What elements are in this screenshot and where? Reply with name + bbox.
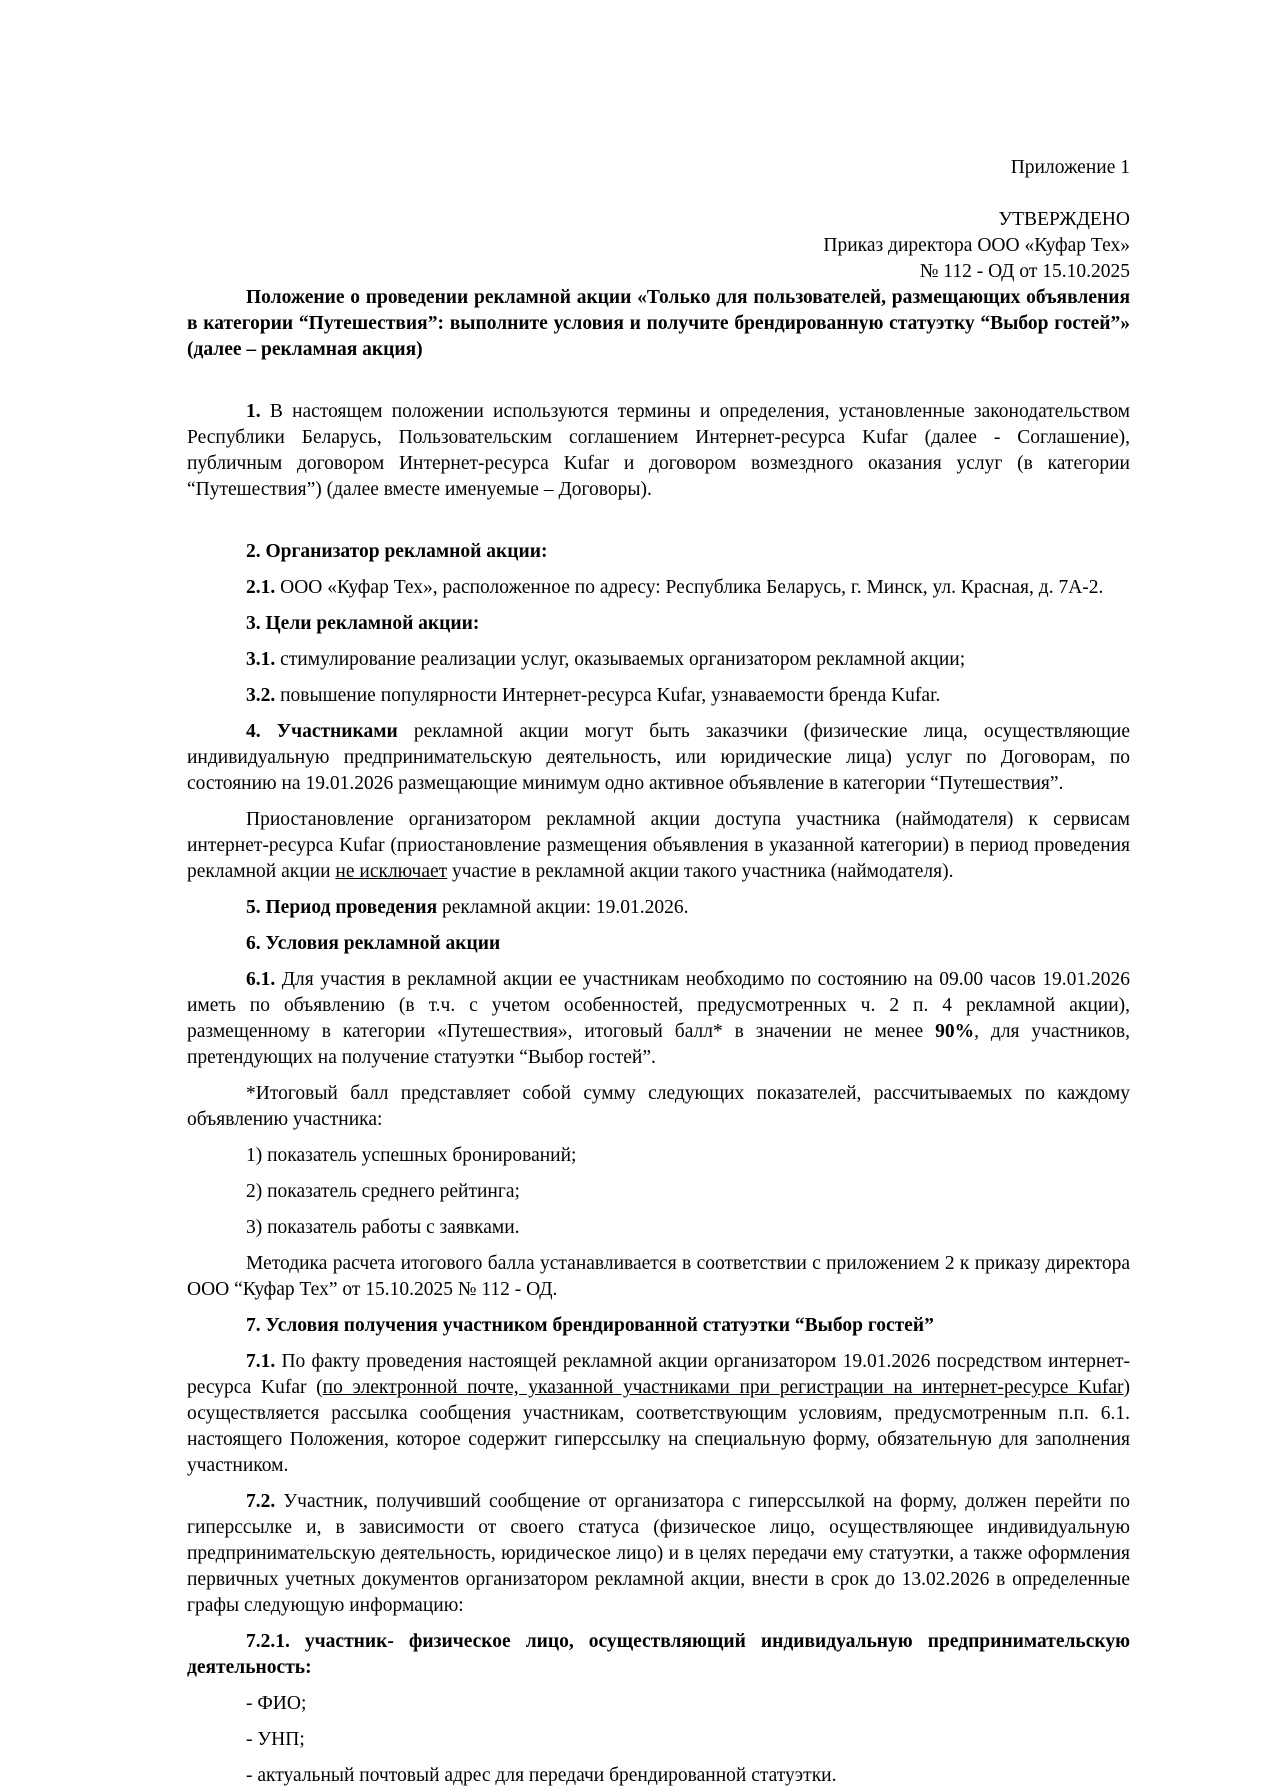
list-item: 2) показатель среднего рейтинга; (246, 1181, 520, 1202)
section-3-1-number: 3.1. (246, 649, 276, 670)
section-7-heading (187, 1313, 1130, 1339)
list-item: 3) показатель работы с заявками. (246, 1217, 520, 1238)
section-6-1-text-a: Для участия в рекламной акции ее участникам необходимо по состоянию на 09.00 часов 19.01.2026 иметь по объявлению (в т.ч. с учетом особенностей, предусмотренных ч. 2 п. 4 рекламной акции), размещенному в категории «Путешествия», итоговый балл* в значении не менее (187, 969, 1130, 1042)
section-4-p2-text-a: Приостановление организатором рекламной акции доступа участника (наймодателя) к сервисам интернет-ресурса Kufar (приостановление размещения объявления в указанной категории) в период проведения рекламной акции (187, 809, 1130, 882)
section-2-heading-text: 2. Организатор рекламной акции: (246, 541, 548, 562)
section-6-1-threshold: 90% (935, 1021, 975, 1042)
section-1-text: В настоящем положении используются термины и определения, установленные законодательством Республики Беларусь, Пользовательским соглашением Интернет-ресурса Kufar (далее - Соглашение), публичным договором Интернет-ресурса Kufar и договором возмездного оказания услуг (в категории “Путешествия”) (далее вместе именуемые – Договоры). (187, 401, 1130, 500)
list-item: - актуальный почтовый адрес для передачи брендированной статуэтки. (246, 1765, 837, 1786)
section-6-heading (187, 931, 1130, 957)
section-6-1-text-b: , для участников, претендующих на получение статуэтки “Выбор гостей”. (187, 1021, 1131, 1068)
section-6-note: *Итоговый балл представляет собой сумму следующих показателей, рассчитываемых по каждому объявлению участника: (187, 1083, 1130, 1130)
section-3-1-text: стимулирование реализации услуг, оказываемых организатором рекламной акции; (275, 649, 966, 670)
section-4-p2-text-b: участие в рекламной акции такого участника (наймодателя). (447, 861, 954, 882)
section-7-1 (187, 1349, 1130, 1479)
section-1-number: 1. (246, 401, 261, 422)
section-2-1-text: ООО «Куфар Тех», расположенное по адресу: Республика Беларусь, г. Минск, ул. Красная, д. 7А-2. (275, 577, 1104, 598)
section-5-lead: 5. Период проведения (246, 897, 438, 918)
section-7-2-1-heading (187, 1629, 1130, 1681)
section-3-heading (187, 611, 1130, 637)
section-6-method: Методика расчета итогового балла устанавливается в соответствии с приложением 2 к приказу директора ООО “Куфар Тех” от 15.10.2025 № 112 - ОД. (187, 1253, 1130, 1300)
order-line-1: Приказ директора ООО «Куфар Тех» (823, 235, 1130, 256)
list-item: - ФИО; (246, 1693, 307, 1714)
section-5 (187, 895, 1130, 921)
section-7-2-1-heading-text: 7.2.1. участник- физическое лицо, осуществляющий индивидуальную предпринимательскую деятельность: (187, 1631, 1130, 1678)
section-2-1 (187, 575, 1130, 601)
section-7-1-underlined: по электронной почте, указанной участниками при регистрации на интернет-ресурсе Kufar (322, 1377, 1124, 1398)
section-4-lead: 4. Участниками (246, 721, 398, 742)
list-item: 1) показатель успешных бронирований; (246, 1145, 577, 1166)
section-7-1-number: 7.1. (246, 1351, 276, 1372)
section-2-1-number: 2.1. (246, 577, 276, 598)
section-7-2-text: Участник, получивший сообщение от организатора с гиперссылкой на форму, должен перейти по гиперссылке и, в зависимости от своего статуса (физическое лицо, осуществляющее индивидуальную предпринимательскую деятельность, юридическое лицо) и в целях передачи ему статуэтки, а также оформления первичных учетных документов организатором рекламной акции, внести в срок до 13.02.2026 в определенные графы следующую информацию: (187, 1491, 1130, 1616)
section-7-heading-text: 7. Условия получения участником брендированной статуэтки “Выбор гостей” (246, 1315, 934, 1336)
appendix-label: Приложение 1 (1010, 157, 1130, 178)
section-7-2-number: 7.2. (246, 1491, 276, 1512)
section-7-2 (187, 1489, 1130, 1619)
section-4 (187, 719, 1130, 797)
section-6-1 (187, 967, 1130, 1071)
section-7-1-text-b: ) осуществляется рассылка сообщения участникам, соответствующим условиям, предусмотренным п.п. 6.1. настоящего Положения, которое содержит гиперссылку на специальную форму, обязательную для заполнения участником. (187, 1377, 1131, 1476)
section-4-p2-underlined: не исключает (335, 861, 448, 882)
document-title: Положение о проведении рекламной акции «Только для пользователей, размещающих объявления в категории “Путешествия”: выполните условия и получите брендированную статуэтку “Выбор гостей”» (далее – рекламная акция) (187, 287, 1130, 360)
section-1 (187, 399, 1130, 503)
section-5-text: рекламной акции: 19.01.2026. (437, 897, 689, 918)
list-item: - УНП; (246, 1729, 305, 1750)
section-3-1 (187, 647, 1130, 673)
approved-label: УТВЕРЖДЕНО (998, 209, 1130, 230)
section-3-2 (187, 683, 1130, 709)
section-2-heading (187, 539, 1130, 565)
section-6-1-number: 6.1. (246, 969, 276, 990)
section-3-2-text: повышение популярности Интернет-ресурса Kufar, узнаваемости бренда Kufar. (275, 685, 941, 706)
section-3-2-number: 3.2. (246, 685, 276, 706)
section-6-heading-text: 6. Условия рекламной акции (246, 933, 501, 954)
order-line-2: № 112 - ОД от 15.10.2025 (919, 261, 1130, 282)
section-7-1-text-a: По факту проведения настоящей рекламной акции организатором 19.01.2026 посредством интернет-ресурса Kufar ( (187, 1351, 1130, 1398)
section-3-heading-text: 3. Цели рекламной акции: (246, 613, 480, 634)
document-page (187, 155, 1130, 1789)
section-4-paragraph-2 (187, 807, 1130, 885)
section-4-text: рекламной акции могут быть заказчики (физические лица, осуществляющие индивидуальную предпринимательскую деятельность, или юридические лица) услуг по Договорам, по состоянию на 19.01.2026 размещающие минимум одно активное объявление в категории “Путешествия”. (187, 721, 1130, 794)
